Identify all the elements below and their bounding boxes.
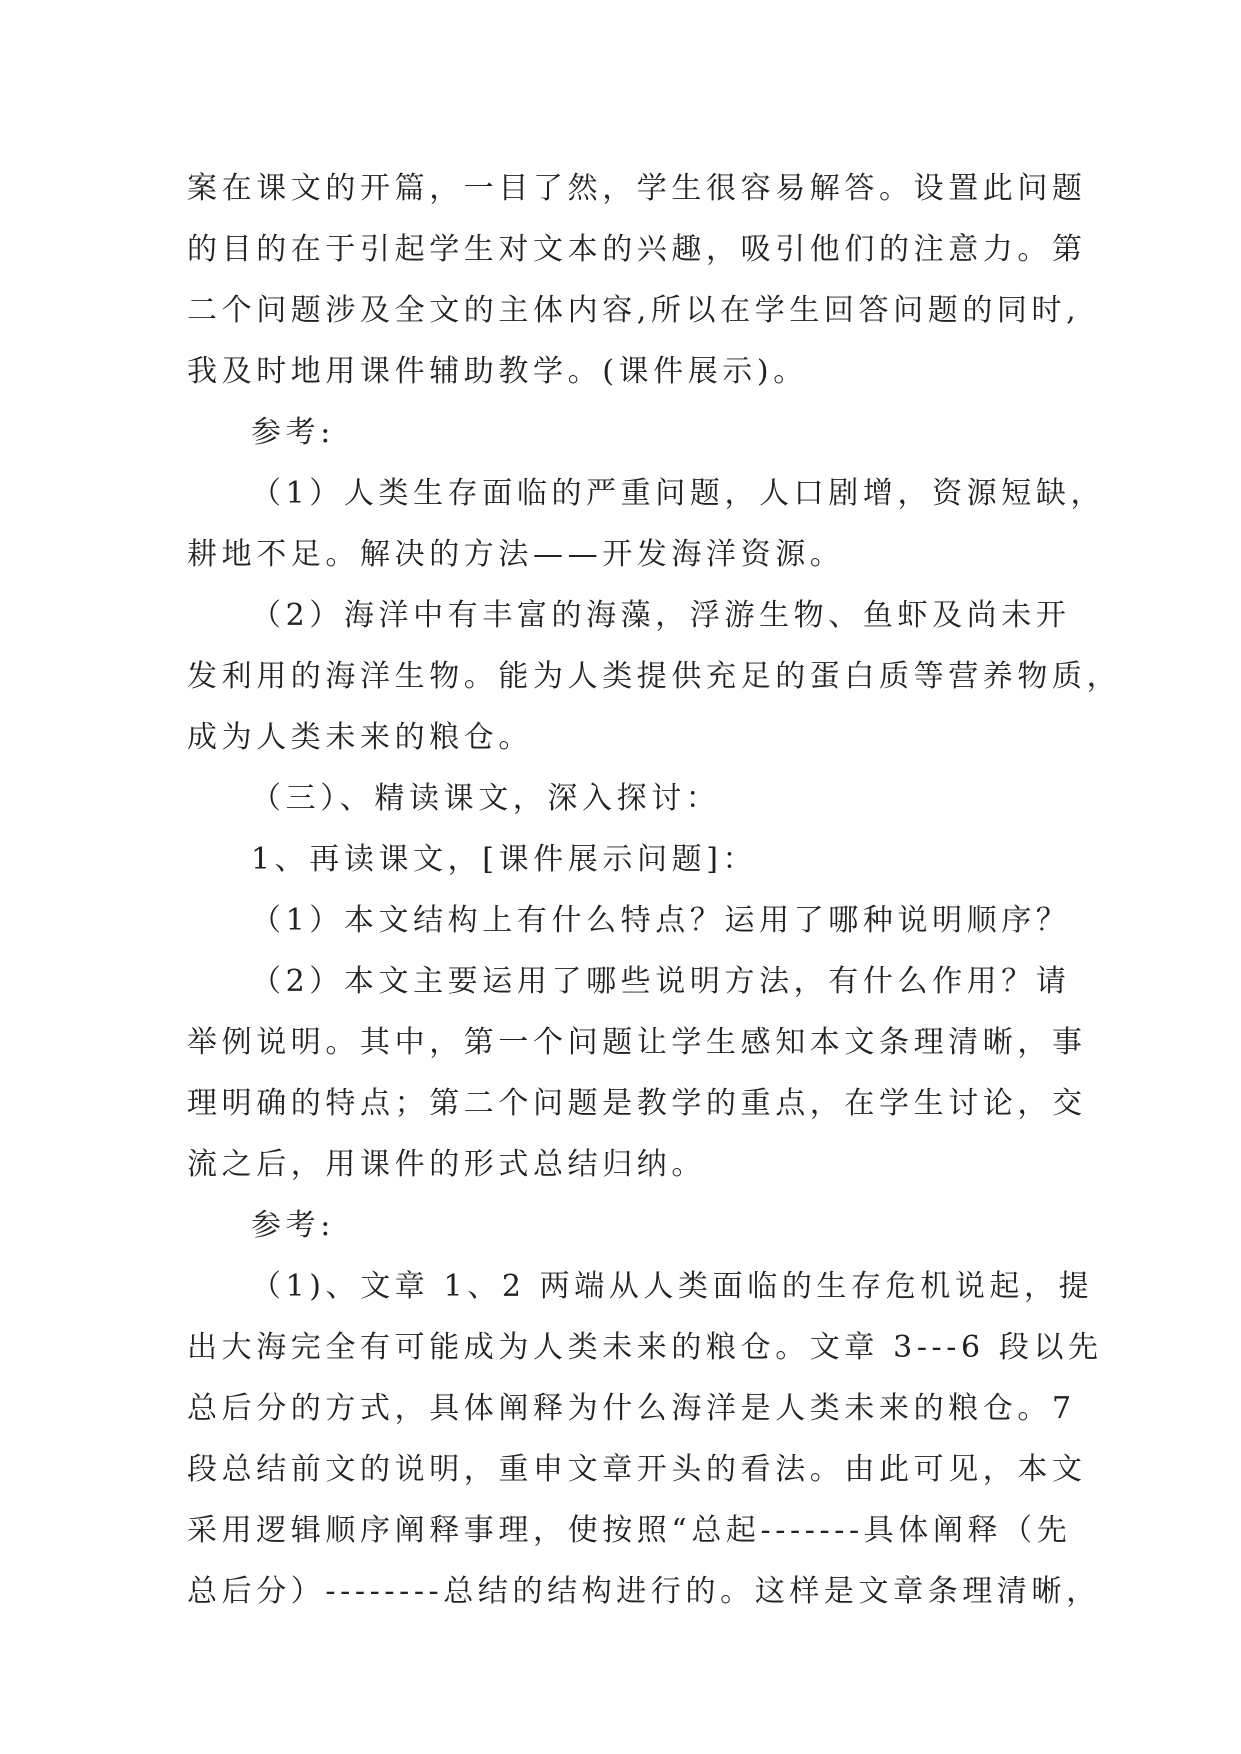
text-line: 举例说明。其中，第一个问题让学生感知本文条理清晰，事 [187, 1025, 1087, 1060]
text-line: 采用逻辑顺序阐释事理，使按照“总起-------具体阐释（先 [187, 1513, 1072, 1548]
text-line: 理明确的特点；第二个问题是教学的重点，在学生讨论，交 [187, 1086, 1087, 1121]
text-line: （1)、文章 1、2 两端从人类面临的生存危机说起，提 [251, 1269, 1094, 1304]
text-line: 耕地不足。解决的方法——开发海洋资源。 [187, 537, 845, 572]
text-line: 案在课文的开篇，一目了然，学生很容易解答。设置此问题 [187, 171, 1087, 206]
text-line: （2）海洋中有丰富的海藻，浮游生物、鱼虾及尚未开 [251, 598, 1071, 633]
reference-heading: 参考: [251, 1208, 335, 1243]
text-line: 的目的在于引起学生对文本的兴趣，吸引他们的注意力。第 [187, 232, 1087, 267]
text-line: 成为人类未来的粮仓。 [187, 720, 533, 755]
text-line: 我及时地用课件辅助教学。(课件展示)。 [187, 354, 808, 389]
reference-heading: 参考: [251, 415, 335, 450]
text-line: 出大海完全有可能成为人类未来的粮仓。文章 3---6 段以先 [187, 1330, 1103, 1365]
text-line: （1）本文结构上有什么特点？运用了哪种说明顺序？ [251, 903, 1071, 938]
text-line: 二个问题涉及全文的主体内容,所以在学生回答问题的同时, [187, 293, 1081, 328]
body-text [187, 158, 1122, 1622]
section-heading: （三）、精读课文，深入探讨： [251, 781, 721, 816]
text-line: 总后分）--------总结的结构进行的。这样是文章条理清晰， [187, 1574, 1101, 1609]
text-line: 总后分的方式，具体阐释为什么海洋是人类未来的粮仓。7 [187, 1391, 1076, 1426]
text-line: 段总结前文的说明，重申文章开头的看法。由此可见，本文 [187, 1452, 1087, 1487]
text-line: 发利用的海洋生物。能为人类提供充足的蛋白质等营养物质， [187, 659, 1122, 694]
text-line: （1）人类生存面临的严重问题，人口剧增，资源短缺， [251, 476, 1106, 511]
text-line: 1、再读课文，[课件展示问题]： [251, 842, 758, 877]
text-line: 流之后，用课件的形式总结归纳。 [187, 1147, 706, 1182]
text-line: （2）本文主要运用了哪些说明方法，有什么作用？请 [251, 964, 1071, 999]
